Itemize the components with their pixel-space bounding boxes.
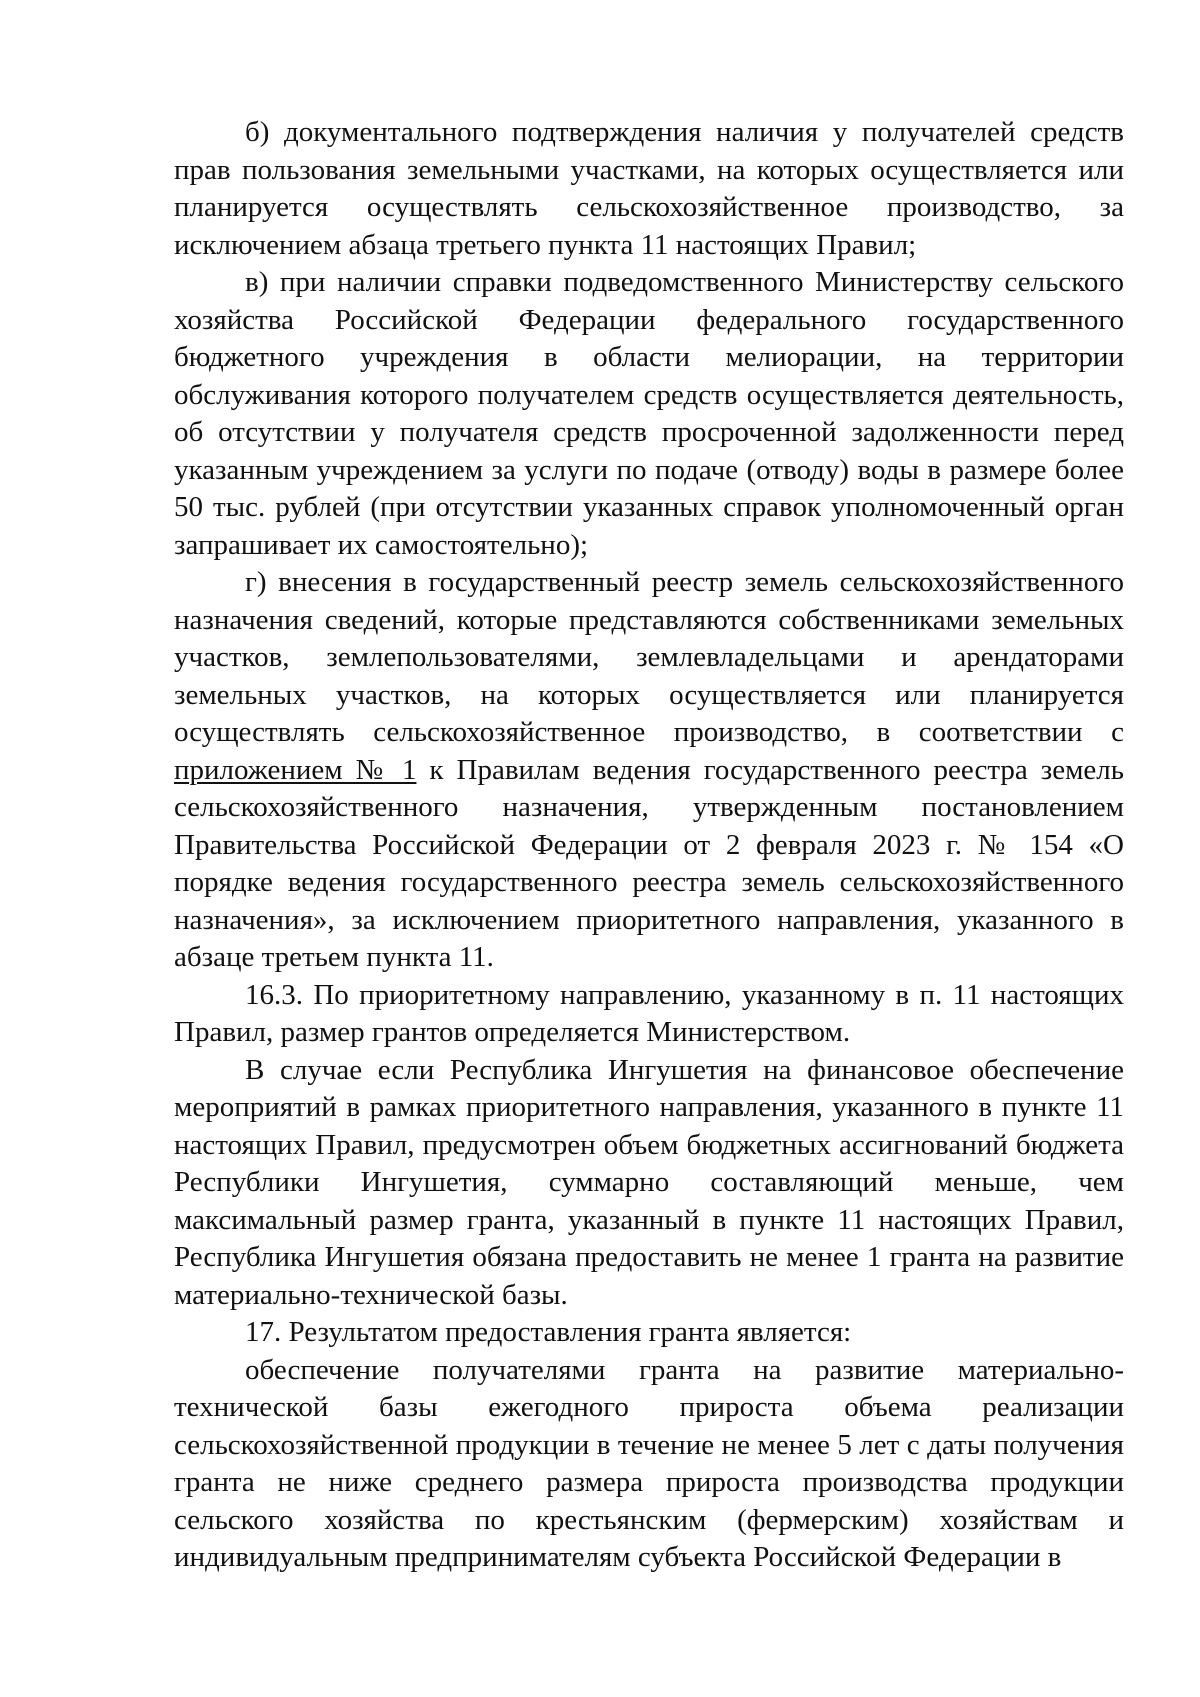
paragraph-g-text-end: к Правилам ведения государственного реестра земель сельскохозяйственного назначения, утвержденным постановлением Правительства Российской Федерации от 2 февраля 2023 г. № 154 «О порядке ведения государственного реестра земель сельскохозяйственного назначения», за исключением приоритетного направления, указанного в абзаце третьем пункта 11. [174, 753, 1124, 973]
paragraph-16-3: 16.3. По приоритетному направлению, указанному в п. 11 настоящих Правил, размер грантов определяется Министерством. [174, 978, 1124, 1048]
paragraph-b: б) документального подтверждения наличия у получателей средств прав пользования земельными участками, на которых осуществляется или планируется осуществлять сельскохозяйственное производство, за исключением абзаца третьего пункта 11 настоящих Правил; [174, 116, 1124, 261]
document-body [174, 114, 1124, 1577]
paragraph-grant-result: обеспечение получателями гранта на развитие материально-технической базы ежегодного прироста объема реализации сельскохозяйственной продукции в течение не менее 5 лет с даты получения гранта не ниже среднего размера прироста производства продукции сельского хозяйства по крестьянским (фермерским) хозяйствам и индивидуальным предпринимателям субъекта Российской Федерации в [174, 1353, 1124, 1573]
appendix-1-link[interactable]: приложением № 1 [174, 753, 417, 786]
paragraph-ingushetia-case: В случае если Республика Ингушетия на финансовое обеспечение мероприятий в рамках приоритетного направления, указанного в пункте 11 настоящих Правил, предусмотрен объем бюджетных ассигнований бюджета Республики Ингушетия, суммарно составляющий меньше, чем максимальный размер гранта, указанный в пункте 11 настоящих Правил, Республика Ингушетия обязана предоставить не менее 1 гранта на развитие материально-технической базы. [174, 1053, 1124, 1311]
paragraph-v: в) при наличии справки подведомственного Министерству сельского хозяйства Российской Федерации федерального государственного бюджетного учреждения в области мелиорации, на территории обслуживания которого получателем средств осуществляется деятельность, об отсутствии у получателя средств просроченной задолженности перед указанным учреждением за услуги по подаче (отводу) воды в размере более 50 тыс. рублей (при отсутствии указанных справок уполномоченный орган запрашивает их самостоятельно); [174, 266, 1124, 561]
paragraph-17: 17. Результатом предоставления гранта является: [245, 1316, 852, 1348]
paragraph-g-text-start: г) внесения в государственный реестр земель сельскохозяйственного назначения сведений, которые представляются собственниками земельных участков, землепользователями, землевладельцами и арендаторами земельных участков, на которых осуществляется или планируется осуществлять сельскохозяйственное производство, в соответствии с [174, 566, 1124, 748]
paragraph-g [174, 564, 1124, 977]
